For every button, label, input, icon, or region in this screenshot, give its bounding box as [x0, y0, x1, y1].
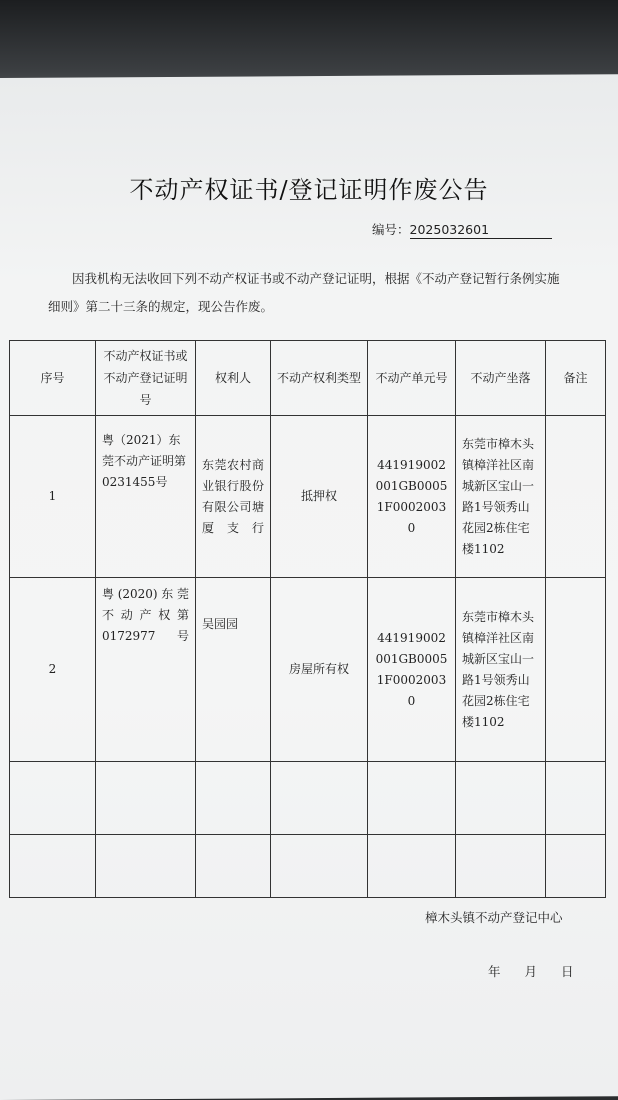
cell-note [546, 578, 606, 762]
cell-seq: 2 [10, 578, 96, 762]
header-location: 不动产坐落 [456, 341, 546, 416]
cell-unit-no: 441919002001GB00051F00020030 [368, 578, 456, 762]
empty-cell [546, 835, 606, 898]
date-month: 月 [524, 964, 538, 979]
date-line [488, 962, 598, 980]
issuer-name: 樟木头镇不动产登记中心 [425, 910, 563, 925]
empty-cell [456, 835, 546, 898]
cell-note [546, 416, 606, 578]
table-row [10, 416, 606, 578]
document-number [372, 220, 552, 239]
empty-cell [196, 835, 271, 898]
void-certificates-table [9, 340, 606, 898]
header-holder: 权利人 [196, 341, 271, 416]
cell-right-type: 房屋所有权 [271, 578, 368, 762]
table-row-empty [10, 835, 606, 898]
empty-cell [271, 835, 368, 898]
cell-seq: 1 [10, 416, 96, 578]
cell-right-type: 抵押权 [271, 416, 368, 578]
intro-paragraph: 因我机构无法收回下列不动产权证书或不动产登记证明，根据《不动产登记暂行条例实施细则》第二十三条的规定，现公告作废。 [48, 271, 560, 314]
table-header-row [10, 341, 606, 416]
cell-cert: 粤(2020)东莞不动产权第0172977号 [96, 578, 196, 762]
number-value: 2025032601 [410, 222, 552, 239]
empty-cell [96, 762, 196, 835]
header-cert: 不动产权证书或不动产登记证明号 [96, 341, 196, 416]
empty-cell [546, 762, 606, 835]
date-day: 日 [561, 964, 574, 979]
cell-location: 东莞市樟木头镇樟洋社区南城新区宝山一路1号领秀山花园2栋住宅楼1102 [456, 578, 546, 762]
number-label: 编号： [372, 222, 410, 237]
empty-cell [271, 762, 368, 835]
cell-holder: 吴园园 [196, 578, 271, 762]
cell-cert: 粤（2021）东莞不动产证明第0231455号 [96, 416, 196, 578]
header-unit-no: 不动产单元号 [368, 341, 456, 416]
empty-cell [10, 762, 96, 835]
date-year: 年 [488, 964, 501, 979]
cell-unit-no: 441919002001GB00051F00020030 [368, 416, 456, 578]
document-title: 不动产权证书/登记证明作废公告 [129, 176, 489, 204]
header-right-type: 不动产权利类型 [271, 341, 368, 416]
empty-cell [10, 835, 96, 898]
header-note: 备注 [546, 341, 606, 416]
table-row-empty [10, 762, 606, 835]
empty-cell [368, 835, 456, 898]
cell-holder: 东莞农村商业银行股份有限公司塘厦支行 [196, 416, 271, 578]
table-row [10, 578, 606, 762]
empty-cell [368, 762, 456, 835]
empty-cell [456, 762, 546, 835]
empty-cell [96, 835, 196, 898]
empty-cell [196, 762, 271, 835]
header-seq: 序号 [10, 341, 96, 416]
cell-location: 东莞市樟木头镇樟洋社区南城新区宝山一路1号领秀山花园2栋住宅楼1102 [456, 416, 546, 578]
